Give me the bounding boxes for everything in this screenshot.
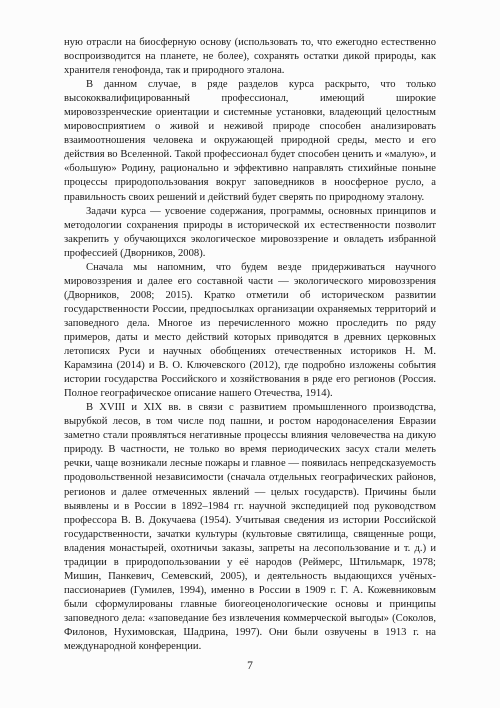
- paragraph-professional: В данном случае, в ряде разделов курса раскрыто, что только высококвалифицированный профессионал, имеющий широкие мировоззренческие ориентации и системные установки, владеющий целостным мировосприятием о живой и неживой природе способен анализировать взаимоотношения человека и окружающей природной среды, место и его действия во Вселенной. Такой профессионал будет способен ценить и «малую», и «большую» Родину, рационально и эффективно направлять стихийные поныне процессы природопользования вокруг заповедников в ноосферное русло, а правильность своих решений и действий будет сверять по природному эталону.: [64, 79, 436, 203]
- paragraph-continuation: ную отрасли на биосферную основу (использовать то, что ежегодно естественно воспроизводится на планете, не более), сохранять остатки дикой природы, как хранителя генофонда, так и природного эталона.: [64, 37, 436, 77]
- page-number: 7: [247, 660, 253, 672]
- paragraph-worldview: Сначала мы напомним, что будем везде придерживаться научного мировоззрения и далее его составной части — экологического мировоззрения (Дворников, 2008; 2015). Кратко отметили об историческом развитии государственности России, предпосылках организации охраняемых территорий и заповедного дела. Многое из перечисленного можно проследить по ряду примеров, даты и место действий которых приводятся в древних церковных летописях Руси и научных обобщениях отечественных историков Н. М. Карамзина (2014) и В. О. Ключевского (2012), где подробно изложены события истории государства Российского и хозяйствования в ряде его регионов (Россия. Полное географическое описание нашего Отечества, 1914).: [64, 261, 436, 400]
- body-text: [64, 36, 436, 654]
- paragraph-history: В XVIII и XIX вв. в связи с развитием промышленного производства, вырубкой лесов, в том числе под пашни, и ростом народонаселения Евразии заметно стали проявляться негативные процессы влияния человечества на дикую природу. В частности, не только во время периодических засух стали мелеть речки, чаще возникали лесные пожары и главное — появилась непредсказуемость продовольственной независимости (сначала отдельных географических районов, регионов и далее отмеченных явлений — целых государств). Причины были выявлены и в России в 1892–1984 гг. научной экспедицией под руководством профессора В. В. Докучаева (1954). Учитывая сведения из истории Российской государственности, зачатки культуры (культовые святилища, священные рощи, владения монастырей, охотничьи заказы, запреты на лесопользование и т. д.) и традиции в природопользовании у её народов (Реймерс, Штильмарк, 1978; Мишин, Панкевич, Семевский, 2005), и деятельность выдающихся учёных-пассионариев (Гумилев, 1994), именно в России в 1909 г. Г. А. Кожевниковым были сформулированы главные биогеоценологические основы и принципы заповедного дела: «заповедание без извлечения коммерческой выгоды» (Соколов, Филонов, Нухимовская, Шадрина, 1997). Они были озвучены в 1913 г. на международной конференции.: [64, 402, 436, 653]
- paragraph-course-tasks: Задачи курса — усвоение содержания, программы, основных принципов и методологии сохранения природы в исторической их естественности позволит закрепить у обучающихся экологическое мировоззрение и овладеть избранной профессией (Дворников, 2008).: [64, 205, 436, 259]
